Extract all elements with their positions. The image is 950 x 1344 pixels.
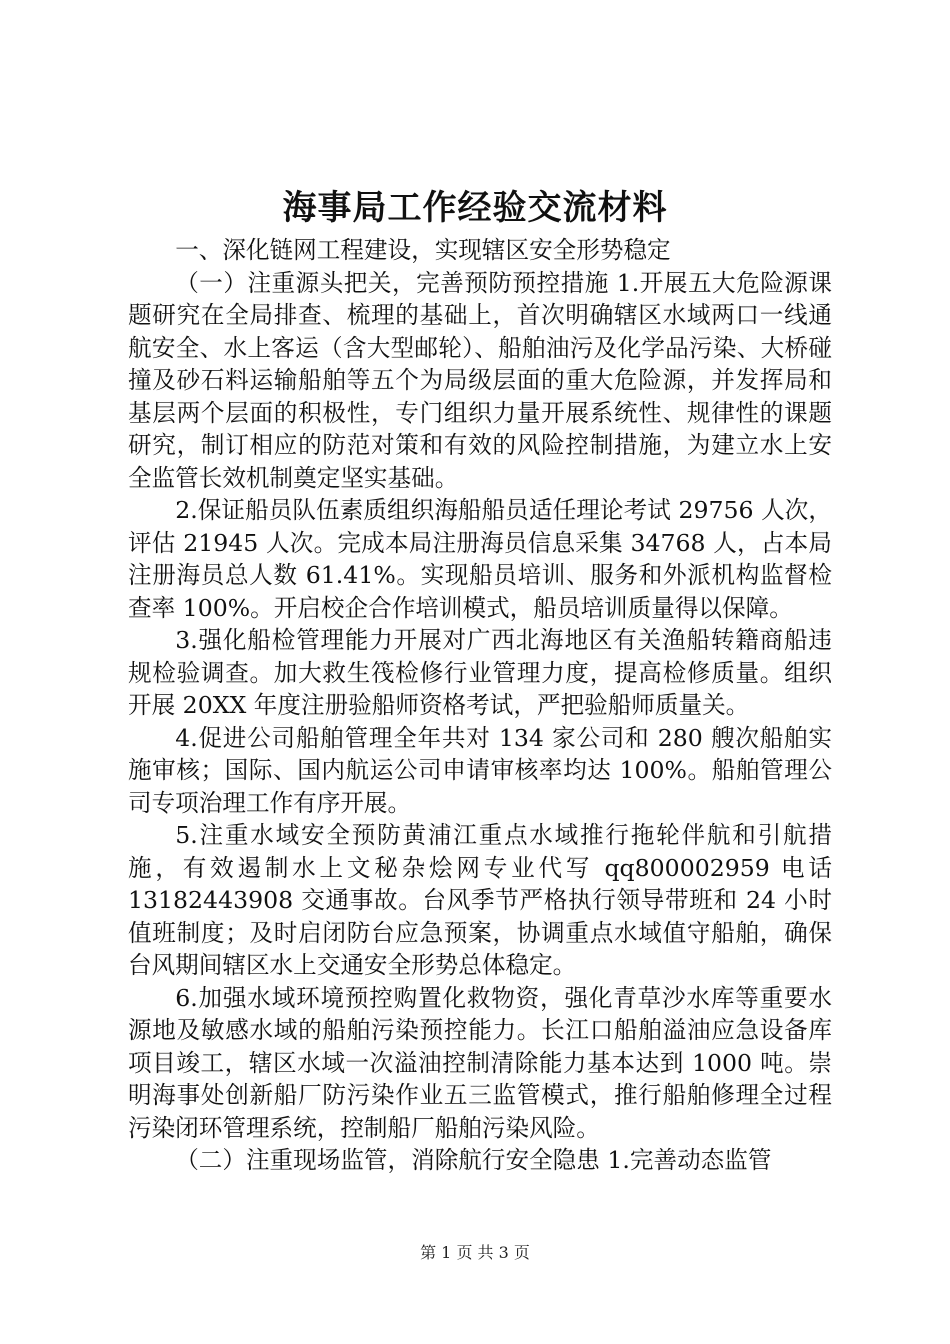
paragraph: （一）注重源头把关，完善预防预控措施 1.开展五大危险源课题研究在全局排查、梳理的基础上，首次明确辖区水域两口一线通航安全、水上客运（含大型邮轮）、船舶油污及化学品污染、大桥碰撞及砂石料运输船舶等五个为局级层面的重大危险源，并发挥局和基层两个层面的积极性，专门组织力量开展系统性、规律性的课题研究，制订相应的防范对策和有效的风险控制措施，为建立水上安全监管长效机制奠定坚实基础。: [128, 268, 832, 492]
paragraph: 6.加强水域环境预控购置化救物资，强化青草沙水库等重要水源地及敏感水域的船舶污染预控能力。长江口船舶溢油应急设备库项目竣工，辖区水域一次溢油控制清除能力基本达到 1000 吨。崇明海事处创新船厂防污染作业五三监管模式，推行船舶修理全过程污染闭环管理系统，控制船厂船舶污染风险。: [128, 983, 832, 1142]
paragraph: （二）注重现场监管，消除航行安全隐患 1.完善动态监管: [175, 1146, 772, 1174]
page-footer: 第 1 页 共 3 页: [420, 1243, 530, 1262]
paragraph: 5.注重水域安全预防黄浦江重点水域推行拖轮伴航和引航措施，有效遏制水上文秘杂烩网专业代写 qq800002959 电话 13182443908 交通事故。台风季节严格执行领导带班和 24 小时值班制度；及时启闭防台应急预案，协调重点水域值守船舶，确保台风期间辖区水上交通安全形势总体稳定。: [128, 821, 832, 979]
paragraph: 4.促进公司船舶管理全年共对 134 家公司和 280 艘次船舶实施审核；国际、国内航运公司申请审核率均达 100%。船舶管理公司专项治理工作有序开展。: [128, 723, 832, 817]
section-heading: 一、深化链网工程建设，实现辖区安全形势稳定: [175, 236, 671, 264]
paragraph: 3.强化船检管理能力开展对广西北海地区有关渔船转籍商船违规检验调查。加大救生筏检修行业管理力度，提高检修质量。组织开展 20XX 年度注册验船师资格考试，严把验船师质量关。: [128, 626, 832, 719]
document-title: 海事局工作经验交流材料: [282, 188, 668, 228]
paragraph: 2.保证船员队伍素质组织海船船员适任理论考试 29756 人次，评估 21945 人次。完成本局注册海员信息采集 34768 人，占本局注册海员总人数 61.41%。实现船员培训、服务和外派机构监督检查率 100%。开启校企合作培训模式，船员培训质量得以保障。: [128, 496, 832, 622]
document-body: [128, 234, 832, 1177]
